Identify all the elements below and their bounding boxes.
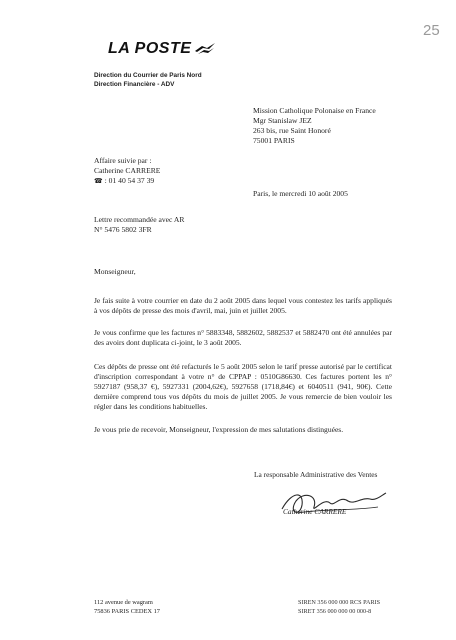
la-poste-logo <box>108 40 216 58</box>
recipient-line-3: 263 bis, rue Saint Honoré <box>253 126 331 135</box>
paragraph-2: Je vous confirme que les factures n° 5883348, 5882602, 5882537 et 5882470 ont été annulées par des avoirs dont duplicata ci-joint, le 3 août 2005. <box>94 328 392 348</box>
footer-siren: SIREN 356 000 000 RCS PARIS <box>298 599 381 606</box>
reference-number: N° 5476 5802 3FR <box>94 225 152 234</box>
footer-siret: SIRET 356 000 000 00 000-8 <box>298 608 372 615</box>
contact-label: Affaire suivie par : <box>94 156 152 165</box>
contact-name: Catherine CARRERE <box>94 166 161 175</box>
contact-phone: : 01 40 54 37 39 <box>104 176 155 185</box>
page-number: 25 <box>423 22 440 39</box>
recipient-line-4: 75001 PARIS <box>253 136 295 145</box>
sender-direction: Direction du Courrier de Paris Nord <box>94 72 202 79</box>
reference-block <box>94 215 184 235</box>
logo-text: LA POSTE <box>108 40 192 57</box>
salutation: Monseigneur, <box>94 267 136 276</box>
paragraph-4: Je vous prie de recevoir, Monseigneur, l'expression de mes salutations distinguées. <box>94 425 344 434</box>
place-date: Paris, le mercredi 10 août 2005 <box>253 189 348 198</box>
paragraph-3: Ces dépôts de presse ont été refacturés le 5 août 2005 selon le tarif presse autorisé par le certificat d'inscription correspondant à votre n° de CPPAP : 0510G86630. Ces factures portent les n° 5927187 (958,37 €), 5927331 (2004,62€), 5927658 (1718,84€) et 6040511 (941, 90€). Cette dernière comprend tous vos dépôts du mois de juillet 2005. Je vous remercie de bien vouloir les régler dans les conditions habituelles. <box>94 362 392 412</box>
recipient-line-1: Mission Catholique Polonaise en France <box>253 106 376 115</box>
recipient-address <box>253 106 376 146</box>
phone-icon: ☎ <box>94 177 103 185</box>
footer-registration <box>298 598 380 616</box>
sender-department: Direction Financière - ADV <box>94 80 175 88</box>
footer-address <box>94 598 160 616</box>
signature-name: Catherine CARRERE <box>283 507 347 516</box>
signature-title: La responsable Administrative des Ventes <box>254 470 378 479</box>
paragraph-1: Je fais suite à votre courrier en date du 2 août 2005 dans lequel vous contestez les tarifs appliqués à vos dépôts de presse des mois d'avril, mai, juin et juillet 2005. <box>94 296 392 316</box>
recipient-line-2: Mgr Stanislaw JEZ <box>253 116 312 125</box>
footer-address-line-2: 75836 PARIS CEDEX 17 <box>94 608 160 615</box>
footer-address-line-1: 112 avenue de wagram <box>94 599 153 606</box>
reference-type: Lettre recommandée avec AR <box>94 215 185 224</box>
sender-header <box>94 72 202 89</box>
contact-phone-row <box>94 176 160 186</box>
contact-block <box>94 156 160 186</box>
bird-icon <box>194 42 216 56</box>
